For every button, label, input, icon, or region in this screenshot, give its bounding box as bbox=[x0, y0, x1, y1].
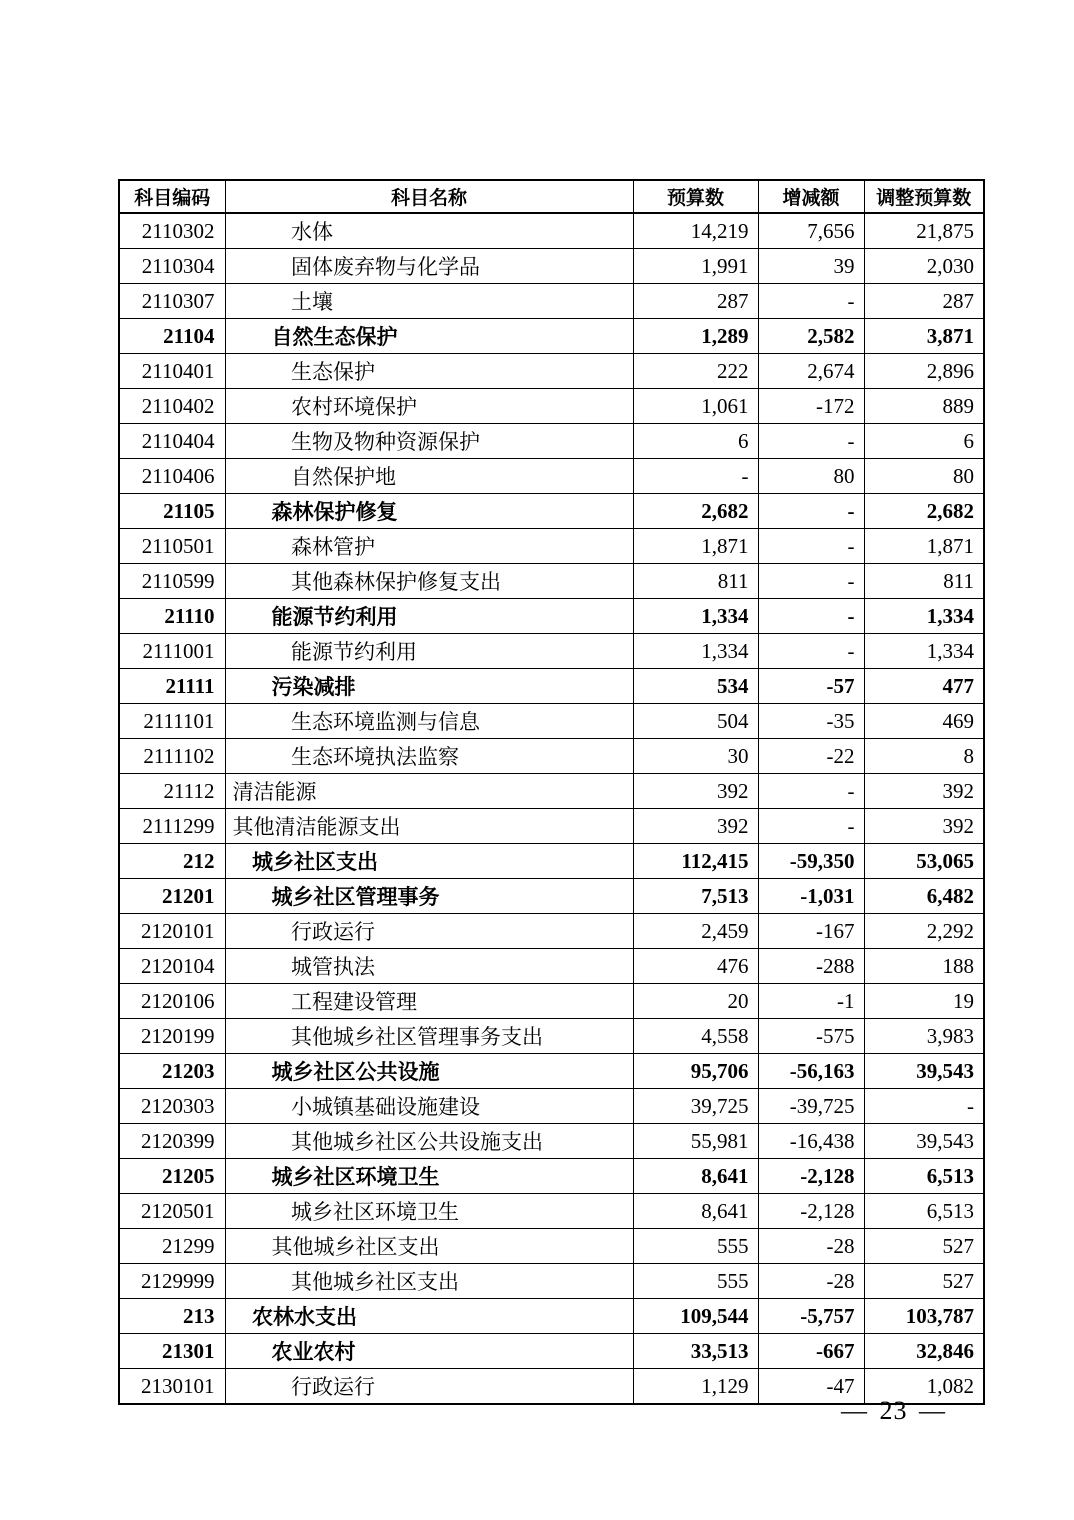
change-cell: -2,128 bbox=[758, 1194, 864, 1229]
change-cell: -16,438 bbox=[758, 1124, 864, 1159]
change-cell: - bbox=[758, 599, 864, 634]
change-cell: -1,031 bbox=[758, 879, 864, 914]
subject-code-cell: 2110304 bbox=[119, 249, 225, 284]
table-row bbox=[119, 1054, 984, 1089]
change-cell: - bbox=[758, 564, 864, 599]
table-row bbox=[119, 459, 984, 494]
subject-name-cell: 其他城乡社区支出 bbox=[225, 1264, 633, 1299]
adjusted-budget-cell: 2,030 bbox=[864, 249, 984, 284]
budget-cell: 7,513 bbox=[633, 879, 758, 914]
adjusted-budget-cell: 1,871 bbox=[864, 529, 984, 564]
subject-name-cell: 自然保护地 bbox=[225, 459, 633, 494]
subject-code-cell: 213 bbox=[119, 1299, 225, 1334]
adjusted-budget-cell: 2,682 bbox=[864, 494, 984, 529]
page-number: — 23 — bbox=[841, 1396, 946, 1425]
budget-cell: 20 bbox=[633, 984, 758, 1019]
change-cell: - bbox=[758, 809, 864, 844]
adjusted-budget-cell: 392 bbox=[864, 774, 984, 809]
header-row bbox=[119, 180, 984, 213]
subject-code-cell: 21112 bbox=[119, 774, 225, 809]
table-row bbox=[119, 284, 984, 319]
adjusted-budget-cell: 392 bbox=[864, 809, 984, 844]
change-cell: -1 bbox=[758, 984, 864, 1019]
change-cell: -59,350 bbox=[758, 844, 864, 879]
adjusted-budget-cell: 1,082 bbox=[864, 1369, 984, 1405]
budget-cell: - bbox=[633, 459, 758, 494]
subject-name-cell: 城管执法 bbox=[225, 949, 633, 984]
budget-cell: 39,725 bbox=[633, 1089, 758, 1124]
budget-cell: 1,991 bbox=[633, 249, 758, 284]
subject-code-cell: 2110501 bbox=[119, 529, 225, 564]
budget-cell: 534 bbox=[633, 669, 758, 704]
subject-code-cell: 2120104 bbox=[119, 949, 225, 984]
change-cell: -575 bbox=[758, 1019, 864, 1054]
subject-name-cell: 其他城乡社区支出 bbox=[225, 1229, 633, 1264]
subject-name-cell: 固体废弃物与化学品 bbox=[225, 249, 633, 284]
col-header-budget: 预算数 bbox=[633, 180, 758, 213]
subject-code-cell: 2111001 bbox=[119, 634, 225, 669]
subject-code-cell: 21299 bbox=[119, 1229, 225, 1264]
table-row bbox=[119, 704, 984, 739]
adjusted-budget-cell: 32,846 bbox=[864, 1334, 984, 1369]
budget-cell: 555 bbox=[633, 1264, 758, 1299]
table-row bbox=[119, 1124, 984, 1159]
table-row bbox=[119, 1229, 984, 1264]
change-cell: -39,725 bbox=[758, 1089, 864, 1124]
adjusted-budget-cell: 889 bbox=[864, 389, 984, 424]
change-cell: -47 bbox=[758, 1369, 864, 1405]
adjusted-budget-cell: 53,065 bbox=[864, 844, 984, 879]
subject-name-cell: 城乡社区支出 bbox=[225, 844, 633, 879]
subject-name-cell: 清洁能源 bbox=[225, 774, 633, 809]
subject-code-cell: 2110307 bbox=[119, 284, 225, 319]
subject-name-cell: 污染减排 bbox=[225, 669, 633, 704]
budget-cell: 6 bbox=[633, 424, 758, 459]
subject-code-cell: 2110302 bbox=[119, 213, 225, 249]
change-cell: - bbox=[758, 494, 864, 529]
subject-name-cell: 水体 bbox=[225, 213, 633, 249]
subject-name-cell: 森林管护 bbox=[225, 529, 633, 564]
adjusted-budget-cell: 1,334 bbox=[864, 599, 984, 634]
budget-cell: 112,415 bbox=[633, 844, 758, 879]
budget-cell: 1,061 bbox=[633, 389, 758, 424]
table-row bbox=[119, 389, 984, 424]
subject-code-cell: 2120501 bbox=[119, 1194, 225, 1229]
table-row bbox=[119, 1334, 984, 1369]
adjusted-budget-cell: 287 bbox=[864, 284, 984, 319]
subject-name-cell: 行政运行 bbox=[225, 914, 633, 949]
subject-name-cell: 城乡社区公共设施 bbox=[225, 1054, 633, 1089]
subject-name-cell: 森林保护修复 bbox=[225, 494, 633, 529]
budget-cell: 14,219 bbox=[633, 213, 758, 249]
change-cell: -28 bbox=[758, 1229, 864, 1264]
adjusted-budget-cell: 477 bbox=[864, 669, 984, 704]
subject-name-cell: 其他清洁能源支出 bbox=[225, 809, 633, 844]
subject-code-cell: 2110599 bbox=[119, 564, 225, 599]
adjusted-budget-cell: 103,787 bbox=[864, 1299, 984, 1334]
budget-table bbox=[118, 179, 985, 1405]
subject-name-cell: 农林水支出 bbox=[225, 1299, 633, 1334]
adjusted-budget-cell: 8 bbox=[864, 739, 984, 774]
table-row bbox=[119, 949, 984, 984]
table-row bbox=[119, 774, 984, 809]
subject-name-cell: 生态环境执法监察 bbox=[225, 739, 633, 774]
budget-cell: 109,544 bbox=[633, 1299, 758, 1334]
subject-name-cell: 其他城乡社区公共设施支出 bbox=[225, 1124, 633, 1159]
subject-code-cell: 21111 bbox=[119, 669, 225, 704]
table-row bbox=[119, 844, 984, 879]
change-cell: -2,128 bbox=[758, 1159, 864, 1194]
subject-code-cell: 21110 bbox=[119, 599, 225, 634]
adjusted-budget-cell: 39,543 bbox=[864, 1054, 984, 1089]
budget-cell: 811 bbox=[633, 564, 758, 599]
subject-name-cell: 生态环境监测与信息 bbox=[225, 704, 633, 739]
subject-name-cell: 城乡社区管理事务 bbox=[225, 879, 633, 914]
adjusted-budget-cell: 6,482 bbox=[864, 879, 984, 914]
subject-name-cell: 自然生态保护 bbox=[225, 319, 633, 354]
subject-code-cell: 21105 bbox=[119, 494, 225, 529]
col-header-change: 增减额 bbox=[758, 180, 864, 213]
adjusted-budget-cell: 2,896 bbox=[864, 354, 984, 389]
change-cell: 2,674 bbox=[758, 354, 864, 389]
subject-code-cell: 2120303 bbox=[119, 1089, 225, 1124]
change-cell: -172 bbox=[758, 389, 864, 424]
adjusted-budget-cell: 6,513 bbox=[864, 1194, 984, 1229]
adjusted-budget-cell: 1,334 bbox=[864, 634, 984, 669]
subject-name-cell: 能源节约利用 bbox=[225, 634, 633, 669]
adjusted-budget-cell: 2,292 bbox=[864, 914, 984, 949]
subject-code-cell: 2120399 bbox=[119, 1124, 225, 1159]
adjusted-budget-cell: 527 bbox=[864, 1264, 984, 1299]
col-header-subject-name: 科目名称 bbox=[225, 180, 633, 213]
change-cell: -667 bbox=[758, 1334, 864, 1369]
budget-cell: 504 bbox=[633, 704, 758, 739]
budget-cell: 4,558 bbox=[633, 1019, 758, 1054]
col-header-subject-code: 科目编码 bbox=[119, 180, 225, 213]
table-row bbox=[119, 1019, 984, 1054]
table-header bbox=[119, 180, 984, 213]
budget-cell: 392 bbox=[633, 809, 758, 844]
change-cell: -35 bbox=[758, 704, 864, 739]
adjusted-budget-cell: - bbox=[864, 1089, 984, 1124]
subject-name-cell: 农村环境保护 bbox=[225, 389, 633, 424]
change-cell: -56,163 bbox=[758, 1054, 864, 1089]
table-row bbox=[119, 1194, 984, 1229]
adjusted-budget-cell: 19 bbox=[864, 984, 984, 1019]
table-row bbox=[119, 1089, 984, 1124]
subject-code-cell: 2110402 bbox=[119, 389, 225, 424]
budget-cell: 95,706 bbox=[633, 1054, 758, 1089]
subject-name-cell: 行政运行 bbox=[225, 1369, 633, 1405]
subject-name-cell: 农业农村 bbox=[225, 1334, 633, 1369]
table-row bbox=[119, 319, 984, 354]
change-cell: -28 bbox=[758, 1264, 864, 1299]
table-row bbox=[119, 599, 984, 634]
subject-code-cell: 21203 bbox=[119, 1054, 225, 1089]
change-cell: - bbox=[758, 424, 864, 459]
budget-cell: 1,289 bbox=[633, 319, 758, 354]
budget-cell: 55,981 bbox=[633, 1124, 758, 1159]
subject-code-cell: 2120106 bbox=[119, 984, 225, 1019]
change-cell: - bbox=[758, 284, 864, 319]
table-row bbox=[119, 669, 984, 704]
subject-code-cell: 2110401 bbox=[119, 354, 225, 389]
table-row bbox=[119, 1264, 984, 1299]
change-cell: - bbox=[758, 529, 864, 564]
table-row bbox=[119, 494, 984, 529]
budget-cell: 30 bbox=[633, 739, 758, 774]
subject-code-cell: 21104 bbox=[119, 319, 225, 354]
change-cell: 39 bbox=[758, 249, 864, 284]
subject-code-cell: 2111102 bbox=[119, 739, 225, 774]
col-header-adjusted-budget: 调整预算数 bbox=[864, 180, 984, 213]
subject-code-cell: 21205 bbox=[119, 1159, 225, 1194]
subject-code-cell: 2111101 bbox=[119, 704, 225, 739]
budget-cell: 8,641 bbox=[633, 1194, 758, 1229]
change-cell: 7,656 bbox=[758, 213, 864, 249]
subject-name-cell: 土壤 bbox=[225, 284, 633, 319]
subject-code-cell: 2120199 bbox=[119, 1019, 225, 1054]
table-row bbox=[119, 424, 984, 459]
subject-name-cell: 小城镇基础设施建设 bbox=[225, 1089, 633, 1124]
adjusted-budget-cell: 39,543 bbox=[864, 1124, 984, 1159]
table-row bbox=[119, 213, 984, 249]
subject-code-cell: 2111299 bbox=[119, 809, 225, 844]
table-row bbox=[119, 984, 984, 1019]
table-body bbox=[119, 213, 984, 1404]
table-row bbox=[119, 879, 984, 914]
adjusted-budget-cell: 527 bbox=[864, 1229, 984, 1264]
subject-name-cell: 工程建设管理 bbox=[225, 984, 633, 1019]
budget-cell: 1,334 bbox=[633, 599, 758, 634]
adjusted-budget-cell: 469 bbox=[864, 704, 984, 739]
table-row bbox=[119, 249, 984, 284]
budget-cell: 555 bbox=[633, 1229, 758, 1264]
budget-cell: 222 bbox=[633, 354, 758, 389]
subject-code-cell: 2110404 bbox=[119, 424, 225, 459]
table-row bbox=[119, 1159, 984, 1194]
adjusted-budget-cell: 3,871 bbox=[864, 319, 984, 354]
budget-cell: 33,513 bbox=[633, 1334, 758, 1369]
subject-code-cell: 2120101 bbox=[119, 914, 225, 949]
change-cell: -288 bbox=[758, 949, 864, 984]
adjusted-budget-cell: 3,983 bbox=[864, 1019, 984, 1054]
table-row bbox=[119, 564, 984, 599]
subject-code-cell: 2110406 bbox=[119, 459, 225, 494]
table-row bbox=[119, 809, 984, 844]
subject-code-cell: 21201 bbox=[119, 879, 225, 914]
budget-cell: 8,641 bbox=[633, 1159, 758, 1194]
change-cell: 80 bbox=[758, 459, 864, 494]
change-cell: -57 bbox=[758, 669, 864, 704]
table-row bbox=[119, 739, 984, 774]
budget-cell: 2,459 bbox=[633, 914, 758, 949]
change-cell: - bbox=[758, 774, 864, 809]
subject-name-cell: 城乡社区环境卫生 bbox=[225, 1159, 633, 1194]
table-row bbox=[119, 634, 984, 669]
table-row bbox=[119, 914, 984, 949]
budget-cell: 2,682 bbox=[633, 494, 758, 529]
budget-cell: 1,334 bbox=[633, 634, 758, 669]
adjusted-budget-cell: 21,875 bbox=[864, 213, 984, 249]
change-cell: -22 bbox=[758, 739, 864, 774]
budget-cell: 1,871 bbox=[633, 529, 758, 564]
subject-code-cell: 2130101 bbox=[119, 1369, 225, 1405]
subject-name-cell: 城乡社区环境卫生 bbox=[225, 1194, 633, 1229]
budget-cell: 1,129 bbox=[633, 1369, 758, 1405]
budget-cell: 476 bbox=[633, 949, 758, 984]
table-row bbox=[119, 529, 984, 564]
change-cell: -5,757 bbox=[758, 1299, 864, 1334]
subject-code-cell: 2129999 bbox=[119, 1264, 225, 1299]
subject-code-cell: 21301 bbox=[119, 1334, 225, 1369]
subject-name-cell: 生态保护 bbox=[225, 354, 633, 389]
adjusted-budget-cell: 80 bbox=[864, 459, 984, 494]
budget-cell: 287 bbox=[633, 284, 758, 319]
table-row bbox=[119, 354, 984, 389]
table-row bbox=[119, 1299, 984, 1334]
adjusted-budget-cell: 188 bbox=[864, 949, 984, 984]
adjusted-budget-cell: 6 bbox=[864, 424, 984, 459]
subject-code-cell: 212 bbox=[119, 844, 225, 879]
subject-name-cell: 其他城乡社区管理事务支出 bbox=[225, 1019, 633, 1054]
change-cell: -167 bbox=[758, 914, 864, 949]
budget-cell: 392 bbox=[633, 774, 758, 809]
subject-name-cell: 其他森林保护修复支出 bbox=[225, 564, 633, 599]
subject-name-cell: 能源节约利用 bbox=[225, 599, 633, 634]
change-cell: 2,582 bbox=[758, 319, 864, 354]
adjusted-budget-cell: 811 bbox=[864, 564, 984, 599]
change-cell: - bbox=[758, 634, 864, 669]
adjusted-budget-cell: 6,513 bbox=[864, 1159, 984, 1194]
subject-name-cell: 生物及物种资源保护 bbox=[225, 424, 633, 459]
